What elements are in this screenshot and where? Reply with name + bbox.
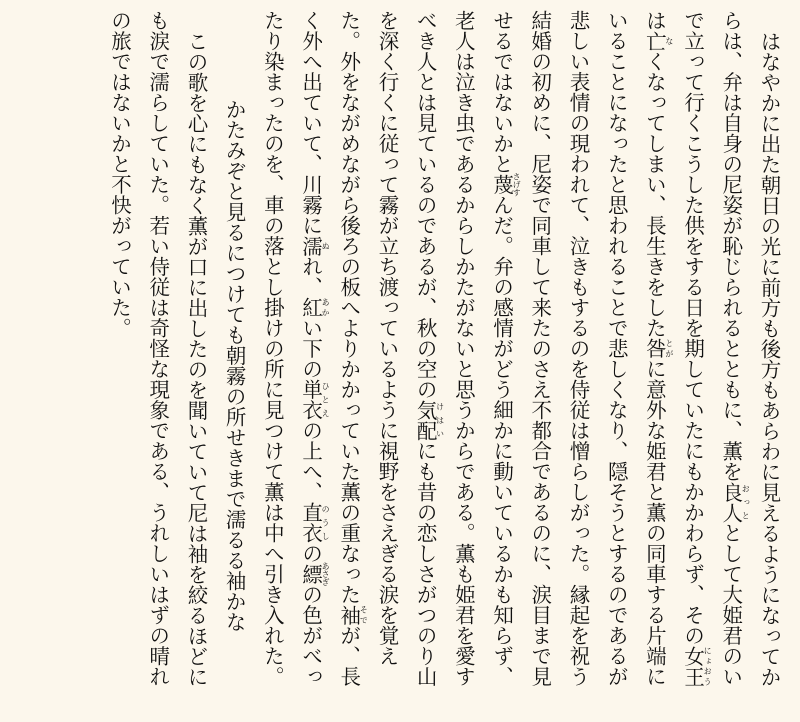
text-run: れ、 [298, 256, 323, 297]
ruby-reading: にょおう [703, 645, 713, 687]
ruby-reading: ひとえ [321, 379, 331, 420]
paragraph-1 [253, 10, 788, 700]
ruby-reading: そで [359, 604, 369, 625]
vertical-text-body [100, 10, 788, 700]
ruby-reading: けはい [435, 399, 445, 441]
text-run: にも昔の恋しさがつのり山を深く行くに従って霧が立ち渡っているように視野をさえぎる涙を覚えた。外をながめながら後ろの板へよりかかっていた薫の重なった [336, 10, 438, 687]
ruby-reading: な [664, 30, 674, 51]
ruby-reading: さげす [512, 172, 522, 197]
text-run: んだ。弁の感情がどう細かに動いているかも知らず、老人は泣き虫であるからしかたがないと思うからである。薫も姫君を愛すべき人とは見ているのであるが、秋の空の [413, 10, 514, 687]
ruby-reading: おっと [741, 481, 751, 523]
text-run: に意外な姫君と薫の同車する片端にいることになったと思われることで悲しくなり、隠そうとするのであるが悲しい表情の現われて、泣きもするのを侍従は憎らしがった。縁起を祝う結婚の初めに、尼姿で同車して来たのさえ不都合であるのに、涙目まで見せるではないかと [489, 10, 667, 687]
poem-line: かたみぞと見るにつけても朝霧の所せきまで濡るる袖かな [222, 99, 247, 633]
text-run: の色がべったり染まったのを、車の落とし掛けの所に見つけて薫は中へ引き入れた。 [260, 10, 323, 687]
ruby-word: 濡ぬ [298, 235, 331, 256]
ruby-word: 紅あか [298, 297, 331, 318]
text-run: くなってしまい、長生きをした [642, 51, 667, 338]
ruby-word: 気配けはい [413, 399, 445, 441]
ruby-word: 蔑さげす [489, 172, 522, 197]
ruby-reading: とが [664, 338, 674, 359]
ruby-reading: あさぎ [321, 561, 331, 586]
ruby-word: 咎とが [642, 338, 674, 359]
ruby-word: 亡な [642, 30, 674, 51]
ruby-word: 袖そで [336, 604, 369, 625]
ruby-word: 直衣のうし [298, 502, 331, 543]
text-run: として大姫君のいで立って行くこうした供をする日を期していたにもかかわらず、その [680, 10, 743, 687]
ruby-word: 単衣ひとえ [298, 379, 331, 420]
ruby-word: 縹あさぎ [298, 561, 331, 586]
ruby-reading: あか [321, 297, 331, 318]
paragraph-2: この歌を心にもなく薫が口に出したのを聞いていて尼は袖を絞るほどにも涙で濡らしていた。若い侍従は奇怪な現象である、うれしいはずの晴れの旅ではないかと不快がっていた。 [107, 10, 208, 687]
text-run: の [298, 543, 323, 564]
text-run: が、長く外へ出ていて、川霧に [298, 10, 361, 687]
ruby-reading: ぬ [321, 235, 331, 256]
text-run: はなやかに出た朝日の光に前方も後方もあらわに見えるようになってからは、弁は自身の尼姿が恥じられるとともに、薫を [718, 10, 781, 687]
ruby-word: 女王にょおう [680, 645, 713, 687]
ruby-word: 良人おっと [718, 481, 751, 523]
text-run: い下の [298, 317, 323, 379]
text-run: は [642, 10, 667, 31]
text-run: の上へ、 [298, 420, 323, 502]
ruby-reading: のうし [321, 502, 331, 543]
